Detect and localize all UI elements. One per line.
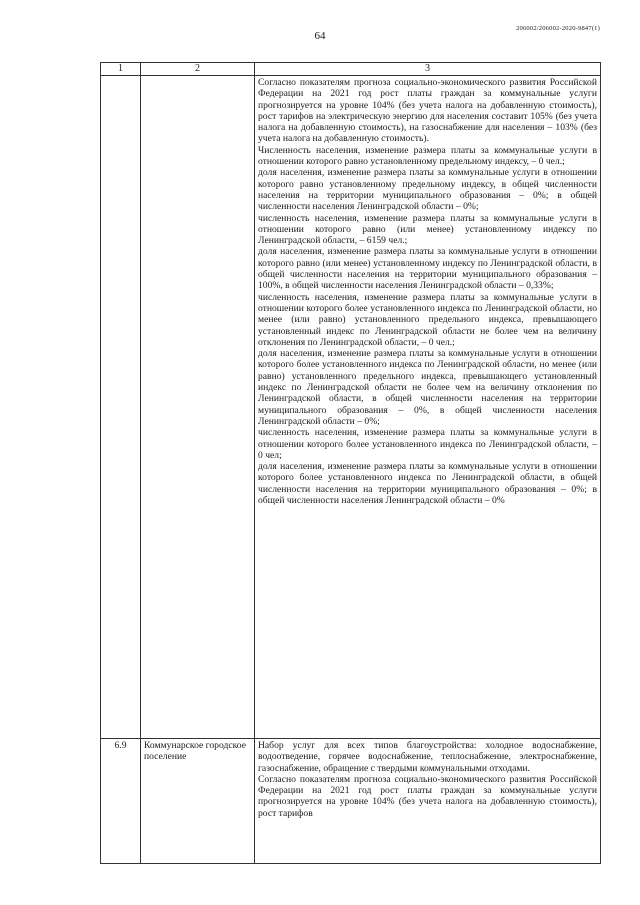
paragraph: Согласно показателям прогноза социально-экономического развития Российской Федерации на 2021 год рост платы граждан за коммунальные услуги прогнозируется на уровне 104% (без учета налога на добавленную стоимость), рост тарифов на электрическую энергию для населения составит 105% (без учета налога на добавленную стоимость), на газоснабжение для населения – 103% (без учета налога на добавленную стоимость). — [258, 77, 597, 145]
document-table — [100, 62, 601, 864]
paragraph: Набор услуг для всех типов благоустройства: холодное водоснабжение, водоотведение, горячее водоснабжение, теплоснабжение, электроснабжение, газоснабжение, обращение с твердыми коммунальными отходами. — [258, 740, 597, 774]
column-header-3: 3 — [255, 63, 601, 76]
description-cell — [255, 76, 601, 739]
paragraph: Согласно показателям прогноза социально-экономического развития Российской Федерации на 2021 год рост платы граждан за коммунальные услуги прогнозируется на уровне 104% (без учета налога на добавленную стоимость), рост тарифов — [258, 773, 597, 819]
document-code: 206002/206002-2020-9847(1) — [516, 25, 600, 32]
column-header-1: 1 — [101, 63, 141, 76]
table-row — [101, 76, 601, 739]
paragraph: численность населения, изменение размера платы за коммунальные услуги в отношении которого более установленного индекса по Ленинградской области, но менее (или равно) установленного предельного индекса, превышающего установленный индекс по Ленинградской области не более чем на величину отклонения по Ленинградской области, – 0 чел.; — [258, 291, 597, 348]
settlement-cell — [141, 76, 255, 739]
column-header-2: 2 — [141, 63, 255, 76]
paragraph: численность населения, изменение размера платы за коммунальные услуги в отношении которого более установленного индекса по Ленинградской области, – 0 чел; — [258, 427, 597, 461]
paragraph: Численность населения, изменение размера платы за коммунальные услуги в отношении которого равно установленному предельному индексу, – 0 чел.; — [258, 144, 597, 168]
page-number: 64 — [314, 30, 326, 42]
paragraph: численность населения, изменение размера платы за коммунальные услуги в отношении которого равно (или менее) установленному индексу по Ленинградской области, – 6159 чел.; — [258, 212, 597, 247]
row-number-cell — [101, 76, 141, 739]
paragraph: доля населения, изменение размера платы за коммунальные услуги в отношении которого равно (или менее) установленному индексу по Ленинградской области, в общей численности населения на территории муниципального образования – 100%, в общей численности населения Ленинградской области – 0,33%; — [258, 246, 597, 292]
paragraph: доля населения, изменение размера платы за коммунальные услуги в отношении которого равно установленному предельному индексу, в общей численности населения на территории муниципального образования – 0%; в общей численности населения Ленинградской области – 0%; — [258, 167, 597, 213]
settlement-cell: Коммунарское городское поселение — [141, 739, 255, 864]
description-cell — [255, 739, 601, 864]
table-header-row — [101, 63, 601, 76]
paragraph: доля населения, изменение размера платы за коммунальные услуги в отношении которого более установленного индекса по Ленинградской области, в общей численности населения на территории муниципального образования – 0%; в общей численности населения Ленинградской области – 0% — [258, 461, 597, 506]
table-row — [101, 739, 601, 864]
paragraph: доля населения, изменение размера платы за коммунальные услуги в отношении которого более установленного индекса по Ленинградской области, но менее (или равно) установленного предельного индекса, превышающего установленный индекс по Ленинградской области не более чем на величину отклонения по Ленинградской области, в общей численности населения на территории муниципального образования – 0%, в общей численности населения Ленинградской области – 0%; — [258, 348, 597, 427]
row-number-cell: 6.9 — [101, 739, 141, 864]
